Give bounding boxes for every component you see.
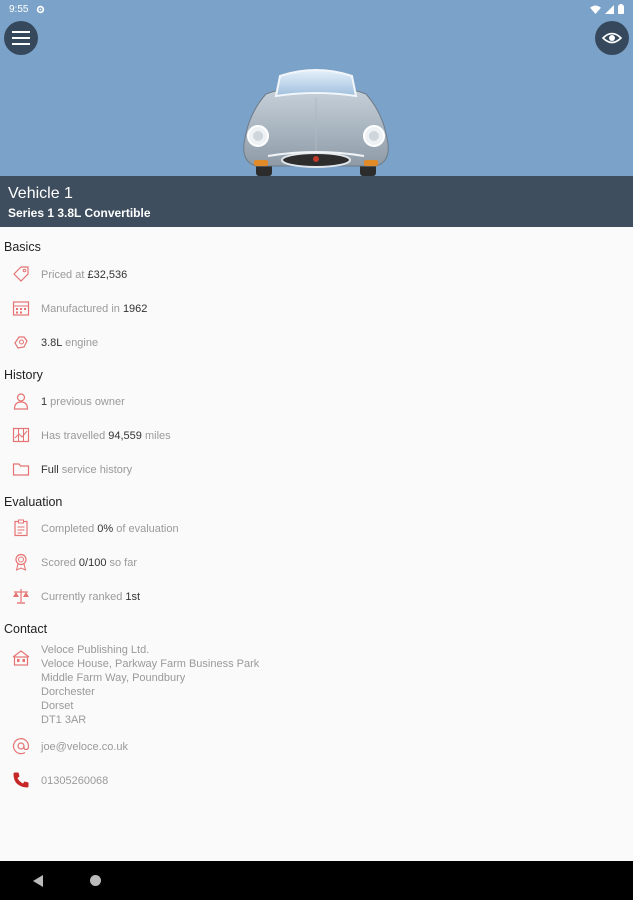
phone-icon (11, 770, 31, 790)
owners-value: 1 (41, 396, 48, 408)
system-navigation-bar (0, 861, 633, 900)
award-ribbon-icon (11, 552, 31, 572)
address-line: Middle Farm Way, Poundbury (41, 672, 186, 684)
address-line: Dorset (41, 700, 74, 712)
settings-icon (36, 5, 45, 14)
home-icon[interactable] (90, 875, 101, 886)
scales-icon (11, 586, 31, 606)
scored-value: 0/100 (78, 557, 107, 569)
address-block (41, 643, 259, 727)
completed-suffix: of evaluation (113, 523, 179, 535)
vehicle-title-band (0, 176, 633, 227)
folder-icon (11, 459, 31, 479)
address-line: Veloce House, Parkway Farm Business Park (41, 658, 260, 670)
person-icon (11, 391, 31, 411)
menu-button[interactable] (4, 21, 38, 55)
view-toggle-button[interactable] (595, 21, 629, 55)
vehicle-name: Vehicle 1 (8, 185, 73, 202)
miles-suffix: miles (141, 430, 171, 442)
address-line: Dorchester (41, 686, 95, 698)
manufactured-prefix: Manufactured in (41, 303, 123, 315)
engine-suffix: engine (62, 337, 99, 349)
price-prefix: Priced at (41, 269, 88, 281)
scored-prefix: Scored (41, 557, 79, 569)
battery-icon (618, 4, 624, 14)
wifi-icon (590, 5, 601, 14)
calendar-icon (11, 298, 31, 318)
eye-icon (602, 31, 622, 45)
building-icon (11, 648, 31, 668)
manufactured-value: 1962 (122, 303, 148, 315)
section-title-history: History (4, 368, 43, 382)
ranked-value: 1st (125, 591, 141, 603)
engine-value: 3.8L (41, 337, 63, 349)
service-suffix: service history (58, 464, 133, 476)
section-title-contact: Contact (4, 622, 48, 636)
back-icon[interactable] (33, 875, 43, 887)
email-link[interactable]: joe@veloce.co.uk (41, 741, 128, 753)
at-sign-icon (11, 736, 31, 756)
service-value: Full (41, 464, 59, 476)
section-title-evaluation: Evaluation (4, 495, 63, 509)
scored-suffix: so far (106, 557, 138, 569)
menu-icon (12, 31, 30, 45)
ranked-prefix: Currently ranked (41, 591, 126, 603)
miles-prefix: Has travelled (41, 430, 109, 442)
status-time: 9:55 (9, 3, 29, 15)
price-tag-icon (11, 264, 31, 284)
clipboard-icon (11, 518, 31, 538)
address-line: Veloce Publishing Ltd. (41, 644, 150, 656)
map-icon (11, 425, 31, 445)
vehicle-model: Series 1 3.8L Convertible (8, 206, 151, 220)
completed-value: 0% (97, 523, 114, 535)
signal-icon (605, 5, 614, 14)
owners-suffix: previous owner (47, 396, 125, 408)
completed-prefix: Completed (41, 523, 98, 535)
section-title-basics: Basics (4, 240, 41, 254)
hero-banner (0, 0, 633, 176)
price-value: £32,536 (87, 269, 128, 281)
miles-value: 94,559 (108, 430, 142, 442)
status-bar (0, 0, 633, 18)
phone-link[interactable]: 01305260068 (41, 775, 109, 787)
car-illustration (236, 64, 396, 176)
address-line: DT1 3AR (41, 714, 87, 726)
engine-icon (11, 332, 31, 352)
